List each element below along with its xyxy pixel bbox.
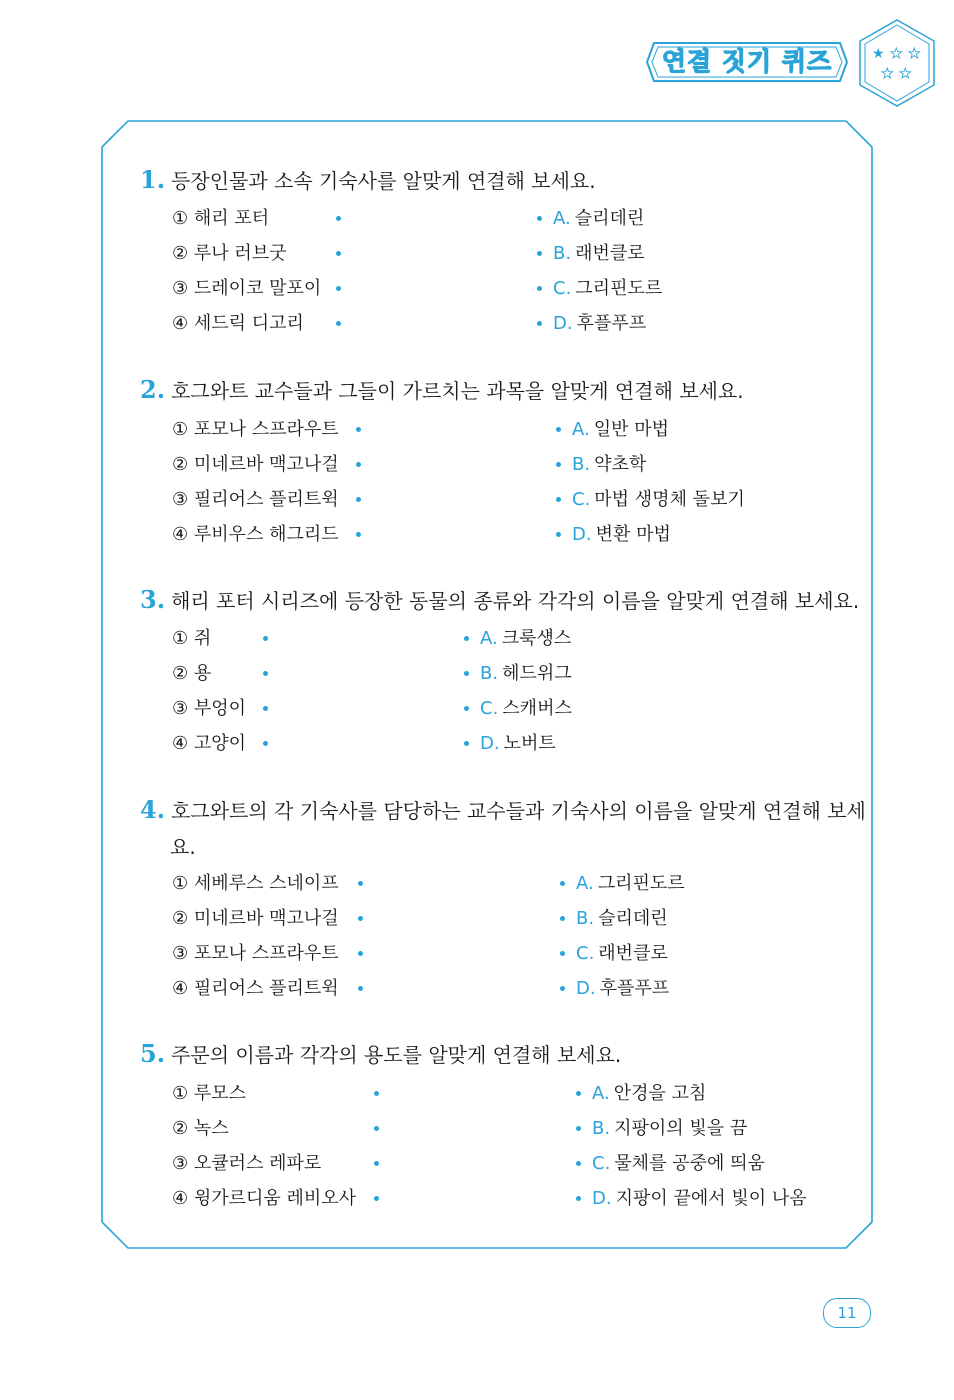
right-dot[interactable] <box>560 951 565 956</box>
left-item: ④ 루비우스 해그리드 <box>172 524 339 545</box>
left-item: ① 루모스 <box>172 1083 247 1104</box>
left-dot[interactable] <box>356 462 361 467</box>
left-item: ② 미네르바 맥고나걸 <box>172 454 339 475</box>
left-dot[interactable] <box>336 286 341 291</box>
right-dot[interactable] <box>464 636 469 641</box>
right-letter: D. <box>480 733 500 754</box>
right-dot[interactable] <box>576 1196 581 1201</box>
left-dot[interactable] <box>263 741 268 746</box>
left-item: ① 해리 포터 <box>172 208 270 229</box>
right-letter: A. <box>553 208 571 229</box>
right-text: 약초학 <box>594 454 647 475</box>
left-item: ② 미네르바 맥고나걸 <box>172 908 339 929</box>
right-text: 슬리데린 <box>574 208 645 229</box>
right-item <box>592 1146 765 1181</box>
right-item <box>480 691 572 726</box>
right-dot[interactable] <box>560 986 565 991</box>
right-item <box>553 306 646 341</box>
left-item: ② 용 <box>172 663 212 684</box>
right-dot[interactable] <box>537 216 542 221</box>
right-item <box>553 236 645 271</box>
right-letter: B. <box>553 243 572 264</box>
right-item <box>576 901 668 936</box>
right-item <box>592 1076 706 1111</box>
right-text: 스캐버스 <box>502 698 572 719</box>
question-text: 호그와트의 각 기숙사를 담당하는 교수들과 기숙사의 이름을 알맞게 연결해 보세요. <box>170 799 866 859</box>
question-title <box>140 792 890 865</box>
right-text: 그리핀도르 <box>597 873 685 894</box>
left-item: ③ 오큘러스 레파로 <box>172 1153 322 1174</box>
right-dot[interactable] <box>556 532 561 537</box>
right-item <box>480 726 556 761</box>
left-dot[interactable] <box>374 1126 379 1131</box>
left-dot[interactable] <box>356 427 361 432</box>
right-letter: C. <box>576 943 595 964</box>
right-letter: B. <box>592 1118 611 1139</box>
right-dot[interactable] <box>537 251 542 256</box>
left-dot[interactable] <box>374 1091 379 1096</box>
right-text: 후플푸프 <box>576 313 647 334</box>
right-item <box>572 412 669 447</box>
question-number: 1. <box>140 165 166 194</box>
left-dot[interactable] <box>263 706 268 711</box>
right-text: 물체를 공중에 띄움 <box>614 1153 765 1174</box>
left-item: ③ 포모나 스프라우트 <box>172 943 339 964</box>
left-item: ① 포모나 스프라우트 <box>172 419 339 440</box>
left-item: ④ 세드릭 디고리 <box>172 313 304 334</box>
right-letter: D. <box>553 313 573 334</box>
right-text: 슬리데린 <box>598 908 668 929</box>
header-badge <box>646 42 848 82</box>
right-item <box>480 621 571 656</box>
left-item: ② 녹스 <box>172 1118 229 1139</box>
page-title: 연결 짓기 퀴즈 <box>661 47 833 76</box>
question-number: 4. <box>140 795 166 824</box>
question-text: 등장인물과 소속 기숙사를 알맞게 연결해 보세요. <box>171 169 596 193</box>
question-title <box>140 372 744 409</box>
left-item: ④ 고양이 <box>172 733 247 754</box>
left-item: ④ 윙가르디움 레비오사 <box>172 1188 357 1209</box>
right-dot[interactable] <box>576 1091 581 1096</box>
right-dot[interactable] <box>560 881 565 886</box>
right-text: 노버트 <box>503 733 556 754</box>
right-letter: D. <box>576 978 596 999</box>
question-title <box>140 582 859 619</box>
right-letter: C. <box>480 698 499 719</box>
right-item <box>553 201 644 236</box>
right-item <box>480 656 572 691</box>
right-item <box>572 517 671 552</box>
left-dot[interactable] <box>336 251 341 256</box>
right-letter: B. <box>572 454 591 475</box>
left-dot[interactable] <box>358 951 363 956</box>
right-dot[interactable] <box>464 706 469 711</box>
question-number: 2. <box>140 375 166 404</box>
right-letter: C. <box>553 278 572 299</box>
right-dot[interactable] <box>537 321 542 326</box>
question-title <box>140 162 596 199</box>
left-dot[interactable] <box>263 636 268 641</box>
right-dot[interactable] <box>537 286 542 291</box>
right-letter: D. <box>592 1188 612 1209</box>
left-dot[interactable] <box>356 532 361 537</box>
page-number: 11 <box>823 1298 871 1328</box>
right-letter: D. <box>572 524 592 545</box>
svg-text:★: ★ <box>899 66 912 82</box>
left-dot[interactable] <box>374 1196 379 1201</box>
right-text: 래번클로 <box>575 243 645 264</box>
right-dot[interactable] <box>576 1161 581 1166</box>
svg-text:★: ★ <box>908 46 921 62</box>
right-text: 그리핀도르 <box>575 278 663 299</box>
right-item <box>592 1181 807 1216</box>
question-text: 호그와트 교수들과 그들이 가르치는 과목을 알맞게 연결해 보세요. <box>171 379 744 403</box>
right-text: 래번클로 <box>598 943 668 964</box>
left-item: ③ 부엉이 <box>172 698 247 719</box>
left-dot[interactable] <box>358 916 363 921</box>
left-dot[interactable] <box>336 321 341 326</box>
left-item: ① 쥐 <box>172 628 212 649</box>
left-item: ④ 필리어스 플리트윅 <box>172 978 339 999</box>
right-text: 안경을 고침 <box>613 1083 707 1104</box>
right-dot[interactable] <box>576 1126 581 1131</box>
left-dot[interactable] <box>336 216 341 221</box>
right-dot[interactable] <box>556 462 561 467</box>
right-item <box>576 971 669 1006</box>
difficulty-star-badge <box>858 18 936 108</box>
right-item <box>592 1111 747 1146</box>
right-letter: C. <box>572 489 591 510</box>
left-item: ① 세베루스 스네이프 <box>172 873 339 894</box>
right-text: 마법 생명체 돌보기 <box>594 489 745 510</box>
right-letter: B. <box>480 663 499 684</box>
left-dot[interactable] <box>356 497 361 502</box>
right-letter: A. <box>592 1083 610 1104</box>
left-dot[interactable] <box>358 986 363 991</box>
left-item: ③ 필리어스 플리트윅 <box>172 489 339 510</box>
left-dot[interactable] <box>374 1161 379 1166</box>
right-text: 후플푸프 <box>599 978 670 999</box>
question-number: 5. <box>140 1039 166 1068</box>
right-text: 헤드위그 <box>502 663 572 684</box>
question-text: 해리 포터 시리즈에 등장한 동물의 종류와 각각의 이름을 알맞게 연결해 보세요. <box>171 589 860 613</box>
left-dot[interactable] <box>263 671 268 676</box>
right-letter: B. <box>576 908 595 929</box>
right-item <box>572 447 646 482</box>
svg-text:★: ★ <box>872 46 885 62</box>
right-dot[interactable] <box>464 741 469 746</box>
right-letter: A. <box>572 419 590 440</box>
question-title <box>140 1036 621 1073</box>
right-letter: C. <box>592 1153 611 1174</box>
question-text: 주문의 이름과 각각의 용도를 알맞게 연결해 보세요. <box>171 1043 622 1067</box>
right-text: 지팡이 끝에서 빛이 나옴 <box>615 1188 807 1209</box>
question-number: 3. <box>140 585 166 614</box>
right-letter: A. <box>480 628 498 649</box>
right-letter: A. <box>576 873 594 894</box>
right-text: 일반 마법 <box>593 419 669 440</box>
right-dot[interactable] <box>556 427 561 432</box>
right-text: 크룩섕스 <box>501 628 572 649</box>
right-item <box>576 936 668 971</box>
right-dot[interactable] <box>464 671 469 676</box>
left-dot[interactable] <box>358 881 363 886</box>
left-item: ② 루나 러브굿 <box>172 243 287 264</box>
right-item <box>553 271 662 306</box>
svg-text:★: ★ <box>890 46 903 62</box>
svg-text:★: ★ <box>881 66 894 82</box>
right-item <box>572 482 745 517</box>
right-text: 변환 마법 <box>595 524 671 545</box>
right-dot[interactable] <box>560 916 565 921</box>
right-text: 지팡이의 빛을 끔 <box>614 1118 748 1139</box>
left-item: ③ 드레이코 말포이 <box>172 278 322 299</box>
right-dot[interactable] <box>556 497 561 502</box>
right-item <box>576 866 685 901</box>
